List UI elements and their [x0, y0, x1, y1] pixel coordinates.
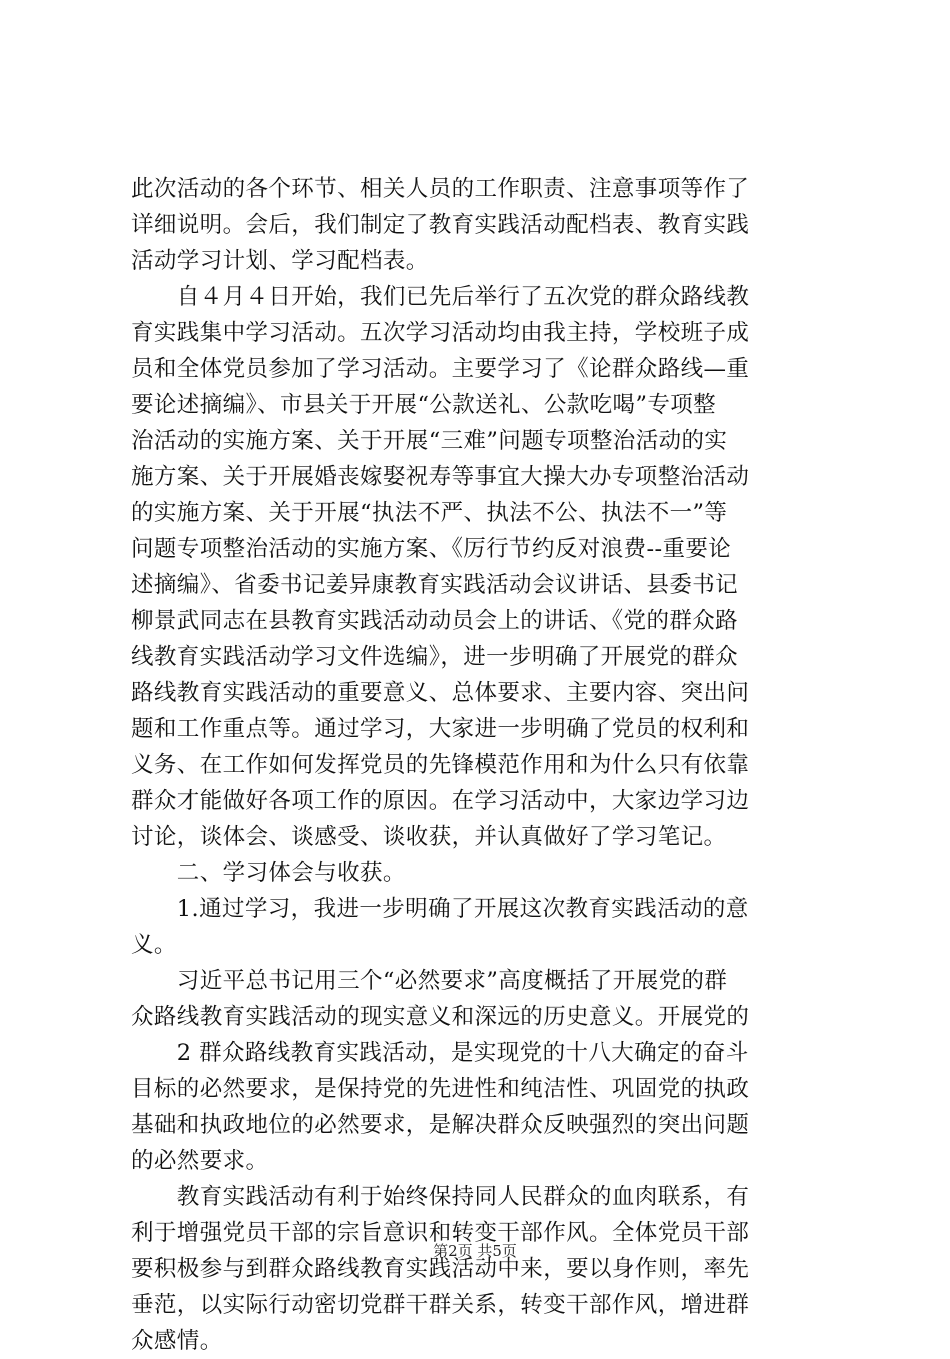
text-line: 治活动的实施方案、关于开展“三难”问题专项整治活动的实 [131, 428, 728, 454]
text-line: 线教育实践活动学习文件选编》，进一步明确了开展党的群众 [131, 644, 739, 670]
text-line: 问题专项整治活动的实施方案、《厉行节约反对浪费--重要论 [131, 536, 732, 562]
text-line: 的必然要求。 [131, 1148, 269, 1174]
text-line: 题和工作重点等。通过学习，大家进一步明确了党员的权利和 [131, 716, 750, 742]
text-line: 要积极参与到群众路线教育实践活动中来，要以身作则，率先 [131, 1256, 750, 1282]
page-number-footer: 第2页 共5页 [433, 1242, 517, 1260]
text-line: 垂范，以实际行动密切党群干群关系，转变干部作风，增进群 [131, 1292, 750, 1318]
text-line: 1.通过学习，我进一步明确了开展这次教育实践活动的意 [131, 896, 749, 922]
text-line: 施方案、关于开展婚丧嫁娶祝寿等事宜大操大办专项整治活动 [131, 464, 750, 490]
text-line: 基础和执政地位的必然要求，是解决群众反映强烈的突出问题 [131, 1112, 750, 1138]
text-line: 2 群众路线教育实践活动，是实现党的十八大确定的奋斗 [131, 1040, 749, 1066]
section-heading: 二、学习体会与收获。 [131, 860, 406, 886]
text-line: 自４月４日开始，我们已先后举行了五次党的群众路线教 [131, 284, 750, 310]
text-line: 习近平总书记用三个“必然要求”高度概括了开展党的群 [131, 968, 728, 994]
text-line: 义。 [131, 932, 177, 958]
text-line: 员和全体党员参加了学习活动。主要学习了《论群众路线—重 [131, 356, 750, 382]
text-line: 义务、在工作如何发挥党员的先锋模范作用和为什么只有依靠 [131, 752, 750, 778]
text-line: 群众才能做好各项工作的原因。在学习活动中，大家边学习边 [131, 788, 750, 814]
text-line: 讨论，谈体会、谈感受、谈收获，并认真做好了学习笔记。 [131, 824, 727, 850]
text-line: 活动学习计划、学习配档表。 [131, 248, 429, 274]
text-line: 众感情。 [131, 1328, 223, 1354]
text-line: 柳景武同志在县教育实践活动动员会上的讲话、《党的群众路 [131, 608, 739, 634]
text-line: 此次活动的各个环节、相关人员的工作职责、注意事项等作了 [131, 176, 750, 202]
body-text [131, 171, 831, 1359]
text-line: 要论述摘编》、市县关于开展“公款送礼、公款吃喝”专项整 [131, 392, 717, 418]
text-line: 路线教育实践活动的重要意义、总体要求、主要内容、突出问 [131, 680, 750, 706]
text-line: 目标的必然要求，是保持党的先进性和纯洁性、巩固党的执政 [131, 1076, 750, 1102]
text-line: 详细说明。会后，我们制定了教育实践活动配档表、教育实践 [131, 212, 750, 238]
text-line: 教育实践活动有利于始终保持同人民群众的血肉联系，有 [131, 1184, 750, 1210]
text-line: 述摘编》、省委书记姜异康教育实践活动会议讲话、县委书记 [131, 572, 739, 598]
text-line: 的实施方案、关于开展“执法不严、执法不公、执法不一”等 [131, 500, 728, 526]
text-line: 育实践集中学习活动。五次学习活动均由我主持，学校班子成 [131, 320, 750, 346]
text-line: 众路线教育实践活动的现实意义和深远的历史意义。开展党的 [131, 1004, 750, 1030]
text-line: 利于增强党员干部的宗旨意识和转变干部作风。全体党员干部 [131, 1220, 750, 1246]
